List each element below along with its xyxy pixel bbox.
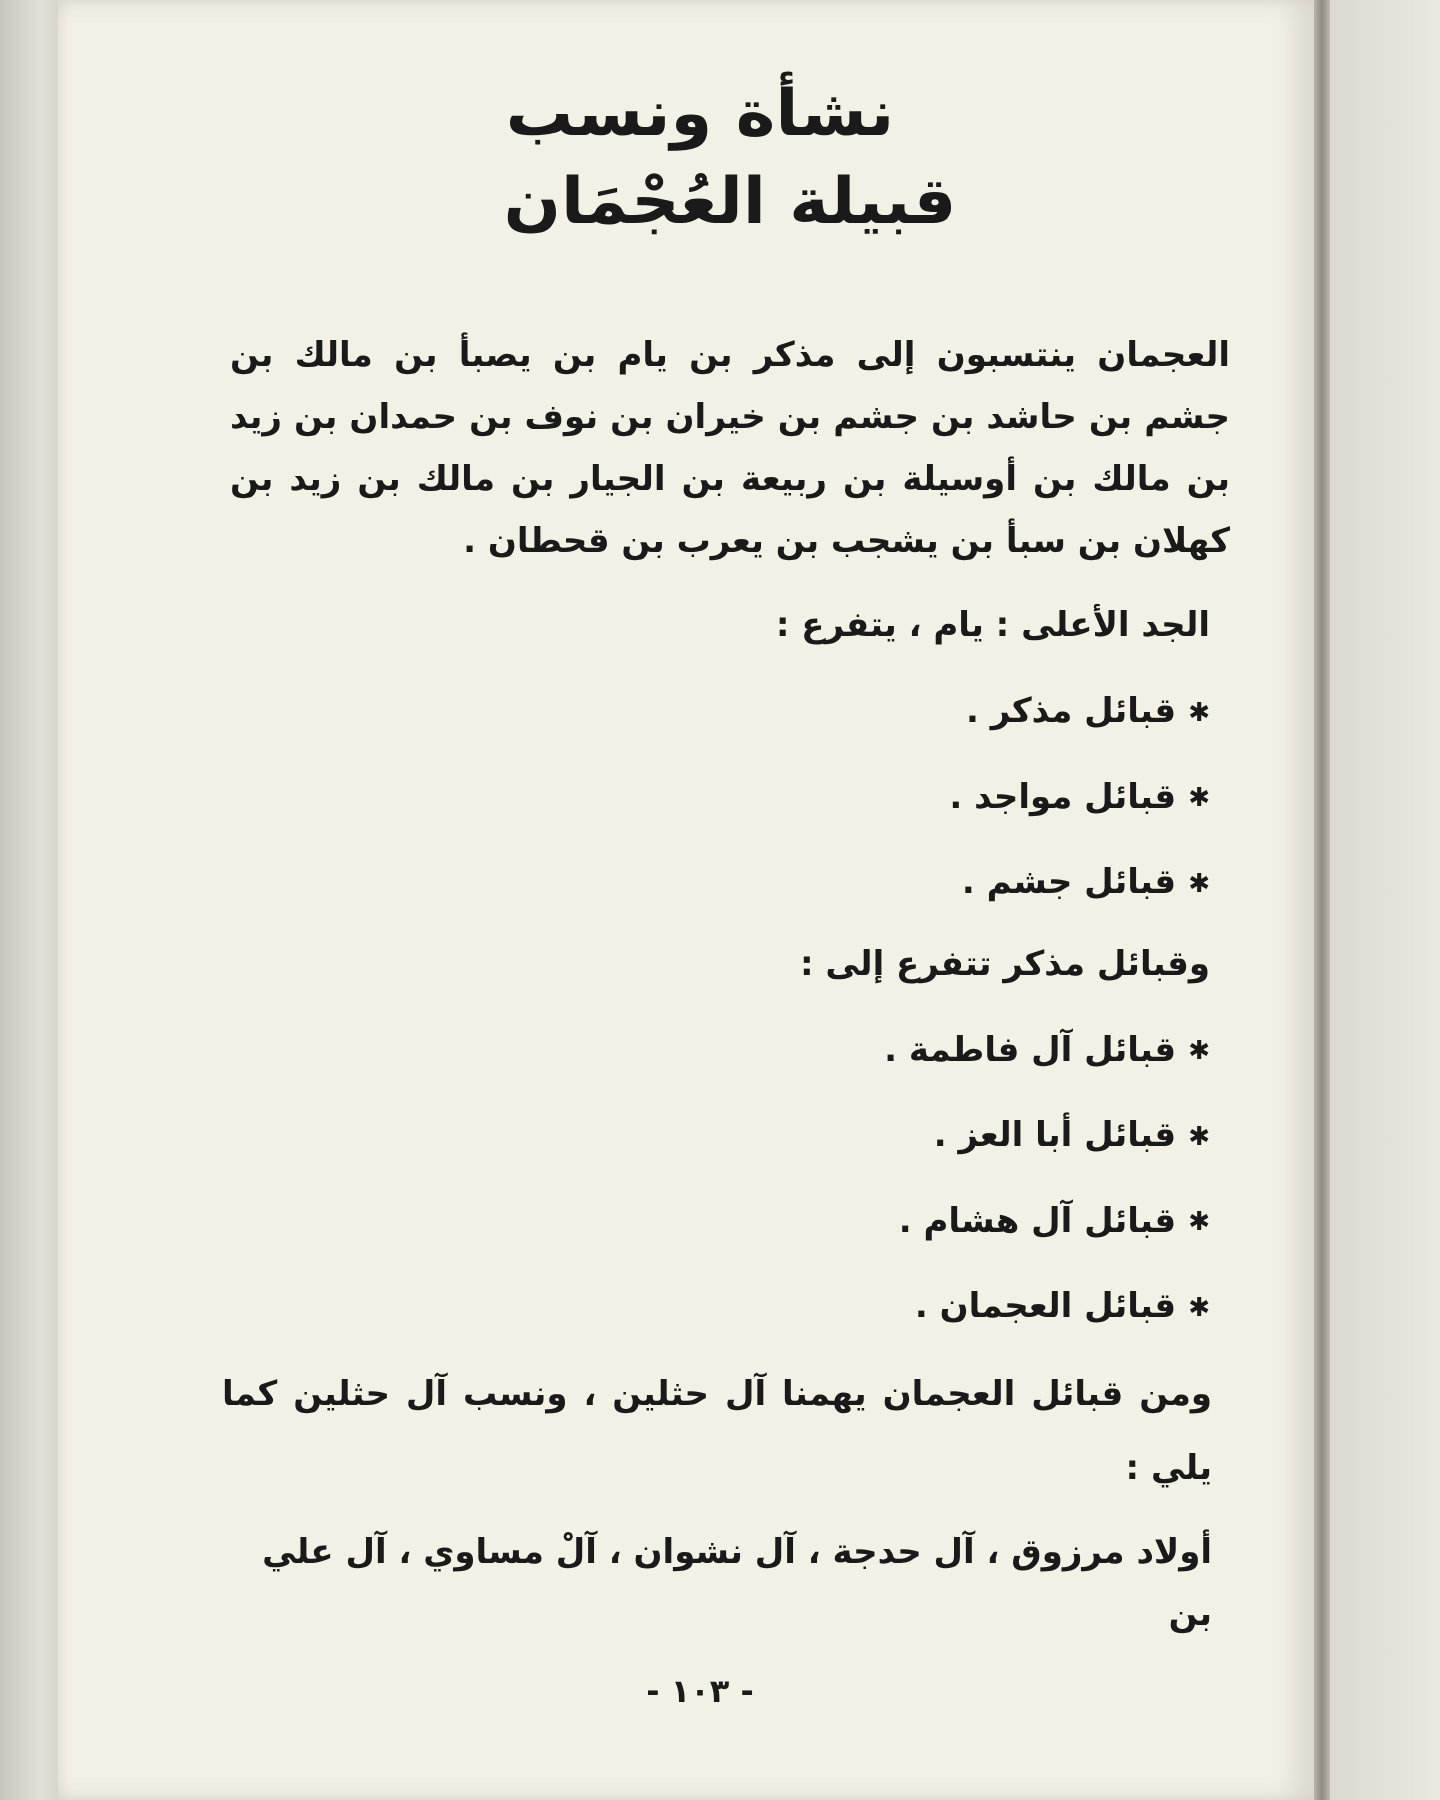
genealogy-paragraph: العجمان ينتسبون إلى مذكر بن يام بن يصبأ بن مالك بن جشم بن حاشد بن جشم بن خيران بن نوف بن حمدان بن زيد بن مالك بن أوسيلة بن ربيعة بن الجيار بن مالك بن زيد بن كهلان بن سبأ بن يشجب بن يعرب بن قحطان . — [230, 335, 1230, 561]
asterisk-bullet-icon: ✱ — [1188, 783, 1210, 813]
root-ancestor-line: الجد الأعلى : يام ، يتفرع : — [775, 605, 1210, 645]
list-item-text: قبائل العجمان . — [914, 1286, 1177, 1326]
list-item — [220, 682, 1210, 742]
page-number: - ١٠٣ - — [646, 1672, 754, 1710]
asterisk-bullet-icon: ✱ — [1188, 868, 1210, 899]
asterisk-bullet-icon: ✱ — [1188, 697, 1210, 728]
book-gutter — [1314, 0, 1330, 1800]
list-item — [220, 1192, 1210, 1252]
asterisk-bullet-icon: ✱ — [1188, 1292, 1210, 1323]
list-item — [220, 768, 1210, 828]
page-title-line-2: قبيلة العُجْمَان — [503, 165, 957, 239]
list-item-text: قبائل آل هشام . — [898, 1200, 1177, 1241]
list-item-text: قبائل مواجد . — [949, 776, 1177, 817]
list-item-text: قبائل آل فاطمة . — [884, 1029, 1177, 1070]
page-title-line-1: نشأة ونسب — [505, 77, 895, 151]
root-branches-list — [220, 682, 1240, 913]
page-content — [220, 70, 1240, 1645]
facing-page-edge — [1330, 0, 1440, 1800]
asterisk-bullet-icon: ✱ — [1188, 1121, 1210, 1152]
list-item-text: قبائل جشم . — [961, 862, 1177, 902]
list-item-text: قبائل مذكر . — [965, 691, 1177, 731]
sub-branches-list — [220, 1021, 1240, 1337]
final-line: أولاد مرزوق ، آل حدجة ، آل نشوان ، آلْ مساوي ، آل علي بن — [262, 1531, 1212, 1634]
list-item — [220, 1106, 1210, 1166]
left-margin — [0, 0, 58, 1800]
list-item — [220, 1021, 1210, 1081]
asterisk-bullet-icon: ✱ — [1188, 1207, 1210, 1237]
closing-paragraph: ومن قبائل العجمان يهمنا آل حثلين ، ونسب آل حثلين كما يلي : — [222, 1373, 1212, 1488]
list-item-text: قبائل أبا العز . — [933, 1115, 1177, 1155]
list-item — [220, 853, 1210, 913]
asterisk-bullet-icon: ✱ — [1188, 1036, 1210, 1066]
list-item — [220, 1277, 1210, 1337]
sub-branches-intro: وقبائل مذكر تتفرع إلى : — [799, 943, 1210, 984]
